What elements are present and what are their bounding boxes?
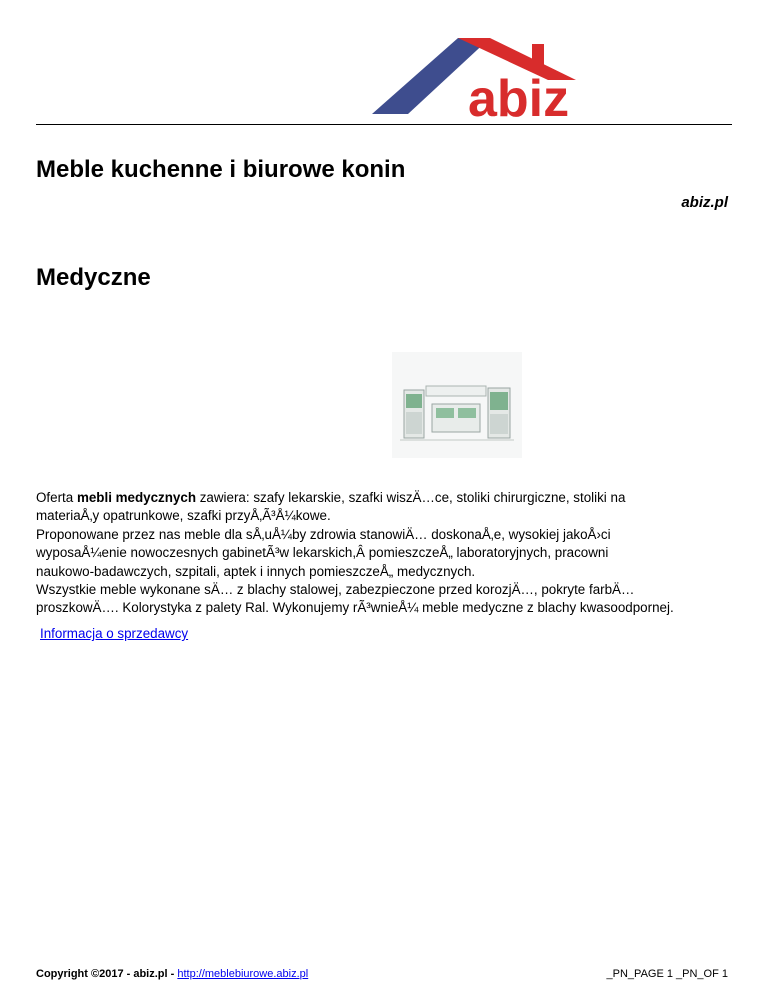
abiz-logo [372, 18, 648, 122]
page-info: _PN_PAGE 1 _PN_OF 1 [606, 968, 728, 980]
description-line: Wszystkie meble wykonane sÄ… z blachy stalowej, zabezpieczone przed korozjÄ…, pokryte farbÄ… [36, 582, 635, 598]
description-line: Proponowane przez nas meble dla sÅ‚uÅ¼by zdrowia stanowiÄ… doskonaÅ‚e, wysokiej jakoÅ›ci [36, 526, 611, 542]
footer-copyright [36, 968, 308, 980]
logo-chimney [532, 44, 544, 70]
description-line: proszkowÄ…. Kolorystyka z palety Ral. Wykonujemy rÃ³wnieÅ¼ meble medyczne z blachy kwasoodpornej. [36, 600, 674, 616]
section-title: Medyczne [36, 264, 151, 291]
copyright-text: Copyright ©2017 - abiz.pl - [36, 968, 178, 980]
description-line: wyposaÅ¼enie nowoczesnych gabinetÃ³w lekarskich,Â pomieszczeÅ„ laboratoryjnych, pracowni [36, 545, 609, 561]
description-line: materiaÅ‚y opatrunkowe, szafki przyÅ‚Ã³Å¼kowe. [36, 508, 331, 524]
site-name: abiz.pl [681, 194, 728, 211]
wall-shelves [426, 386, 486, 396]
logo-text: abiz [468, 70, 570, 122]
description [36, 489, 736, 618]
description-line: Oferta mebli medycznych zawiera: szafy lekarskie, szafki wiszÄ…ce, stoliki chirurgiczne, stoliki na [36, 490, 626, 505]
footer-url-link[interactable]: http://meblebiurowe.abiz.pl [177, 968, 309, 980]
medical-furniture-photo [392, 352, 522, 458]
page-title: Meble kuchenne i biurowe konin [36, 156, 406, 183]
description-line: naukowo-badawczych, szpitali, aptek i innych pomieszczeÅ„ medycznych. [36, 563, 476, 579]
seller-info-link[interactable]: Informacja o sprzedawcy [40, 626, 189, 641]
header-divider [36, 124, 732, 125]
description-bold: mebli medycznych [76, 490, 197, 505]
